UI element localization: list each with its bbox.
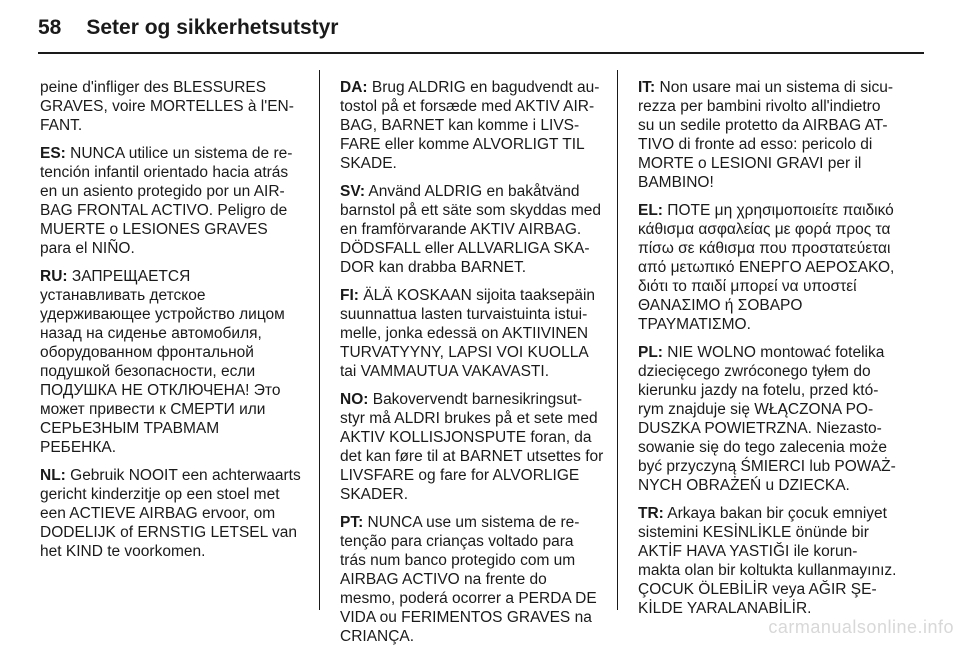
paragraph-text: NUNCA utilice un sistema de re- tención infantil orientado hacia atrás en un asiento protegido por un AIR- BAG FRONTAL ACTIVO. Peligro de MUERTE o LESIONES GRAVES para el NIÑO. — [40, 145, 293, 257]
language-code: RU: — [40, 268, 68, 285]
language-code: TR: — [638, 505, 664, 522]
paragraph-text: Gebruik NOOIT een achterwaarts gericht kinderzitje op een stoel met een ACTIEVE AIRBAG ervoor, om DODELIJK of ERNSTIG LETSEL van het KIND te voorkomen. — [40, 467, 301, 560]
column-divider — [319, 70, 320, 610]
language-code: PT: — [340, 514, 364, 531]
paragraph — [638, 504, 908, 618]
paragraph — [340, 182, 610, 277]
language-code: ES: — [40, 145, 66, 162]
paragraph — [40, 267, 310, 457]
language-code: NO: — [340, 391, 369, 408]
paragraph — [340, 78, 610, 173]
paragraph — [340, 513, 610, 646]
language-code: IT: — [638, 79, 656, 96]
paragraph-text: Arkaya bakan bir çocuk emniyet sistemini KESİNLİKLE önünde bir AKTİF HAVA YASTIĞI ile korun- makta olan bir koltukta kullanmayınız. ÇOCUK ÖLEBİLİR veya AĞIR ŞE- KİLDE YARALANABİLİR. — [638, 505, 897, 617]
language-code: DA: — [340, 79, 368, 96]
text-column-2 — [340, 78, 610, 655]
column-divider — [617, 70, 618, 610]
header-rule — [38, 52, 924, 54]
paragraph-text: ΠΟΤΕ μη χρησιμοποιείτε παιδικό κάθισμα ασφαλείας με φορά προς τα πίσω σε κάθισμα που προστατεύεται από μετωπικό ΕΝΕΡΓΟ ΑΕΡΟΣΑΚΟ, διότι το παιδί μπορεί να υποστεί ΘΑΝΑΣΙΜΟ ή ΣΟΒΑΡΟ ΤΡΑΥΜΑΤΙΣΜΟ. — [638, 202, 895, 333]
page-header — [38, 10, 924, 56]
paragraph — [340, 286, 610, 381]
language-code: PL: — [638, 344, 663, 361]
language-code: FI: — [340, 287, 359, 304]
paragraph-text: NIE WOLNO montować fotelika dziecięcego zwróconego tyłem do kierunku jazdy na fotelu, przed któ- rym znajduje się WŁĄCZONA PO- DUSZKA POWIETRZNA. Niezasto- sowanie się do tego zalecenia może być przyczyną ŚMIERCI lub POWAŻ- NYCH OBRAŻEŃ u DZIECKA. — [638, 344, 896, 494]
language-code: NL: — [40, 467, 66, 484]
paragraph-text: NUNCA use um sistema de re- tenção para crianças voltado para trás num banco protegido com um AIRBAG ACTIVO na frente do mesmo, poderá ocorrer a PERDA DE VIDA ou FERIMENTOS GRAVES na CRIANÇA. — [340, 514, 597, 645]
paragraph-text: ÄLÄ KOSKAAN sijoita taaksepäin suunnattua lasten turvaistuinta istui- melle, jonka edessä on AKTIIVINEN TURVATYYNY, LAPSI VOI KUOLLA tai VAMMAUTUA VAKAVASTI. — [340, 287, 596, 380]
paragraph — [40, 466, 310, 561]
paragraph — [638, 201, 908, 334]
paragraph-text: Använd ALDRIG en bakåtvänd barnstol på ett säte som skyddas med en framförvarande AKTIV AIRBAG. DÖDSFALL eller ALLVARLIGA SKA- DOR kan drabba BARNET. — [340, 183, 602, 276]
paragraph-text: Bakovervendt barnesikringsut- styr må ALDRI brukes på et sete med AKTIV KOLLISJONSPUTE foran, da det kan føre til at BARNET utsettes for LIVSFARE og fare for ALVORLIGE SKADER. — [340, 391, 604, 503]
language-code: EL: — [638, 202, 663, 219]
paragraph — [40, 144, 310, 258]
paragraph — [638, 343, 908, 495]
paragraph-text: ЗАПРЕЩАЕТСЯ устанавливать детское удерживающее устройство лицом назад на сиденье автомобиля, оборудованном фронтальной подушкой безопасности, если ПОДУШКА НЕ ОТКЛЮЧЕНА! Это может привести к СМЕРТИ или СЕРЬЕЗНЫМ ТРАВМАМ РЕБЕНКА. — [40, 268, 285, 456]
page-title: Seter og sikkerhetsutstyr — [86, 16, 339, 39]
language-code: SV: — [340, 183, 365, 200]
paragraph-text: Brug ALDRIG en bagudvendt au- tostol på et forsæde med AKTIV AIR- BAG, BARNET kan komme i LIVS- FARE eller komme ALVORLIGT TIL SKADE. — [340, 79, 600, 172]
text-column-3 — [638, 78, 908, 627]
watermark: carmanualsonline.info — [768, 617, 954, 637]
paragraph-text: peine d'infliger des BLESSURES GRAVES, voire MORTELLES à l'EN- FANT. — [40, 79, 294, 134]
page-number: 58 — [38, 16, 62, 39]
paragraph-text: Non usare mai un sistema di sicu- rezza per bambini rivolto all'indietro su un sedile protetto da AIRBAG AT- TIVO di fronte ad esso: pericolo di MORTE o LESIONI GRAVI per il BAMBINO! — [638, 79, 893, 191]
paragraph — [340, 390, 610, 504]
paragraph — [40, 78, 310, 135]
text-column-1 — [40, 78, 310, 570]
paragraph — [638, 78, 908, 192]
